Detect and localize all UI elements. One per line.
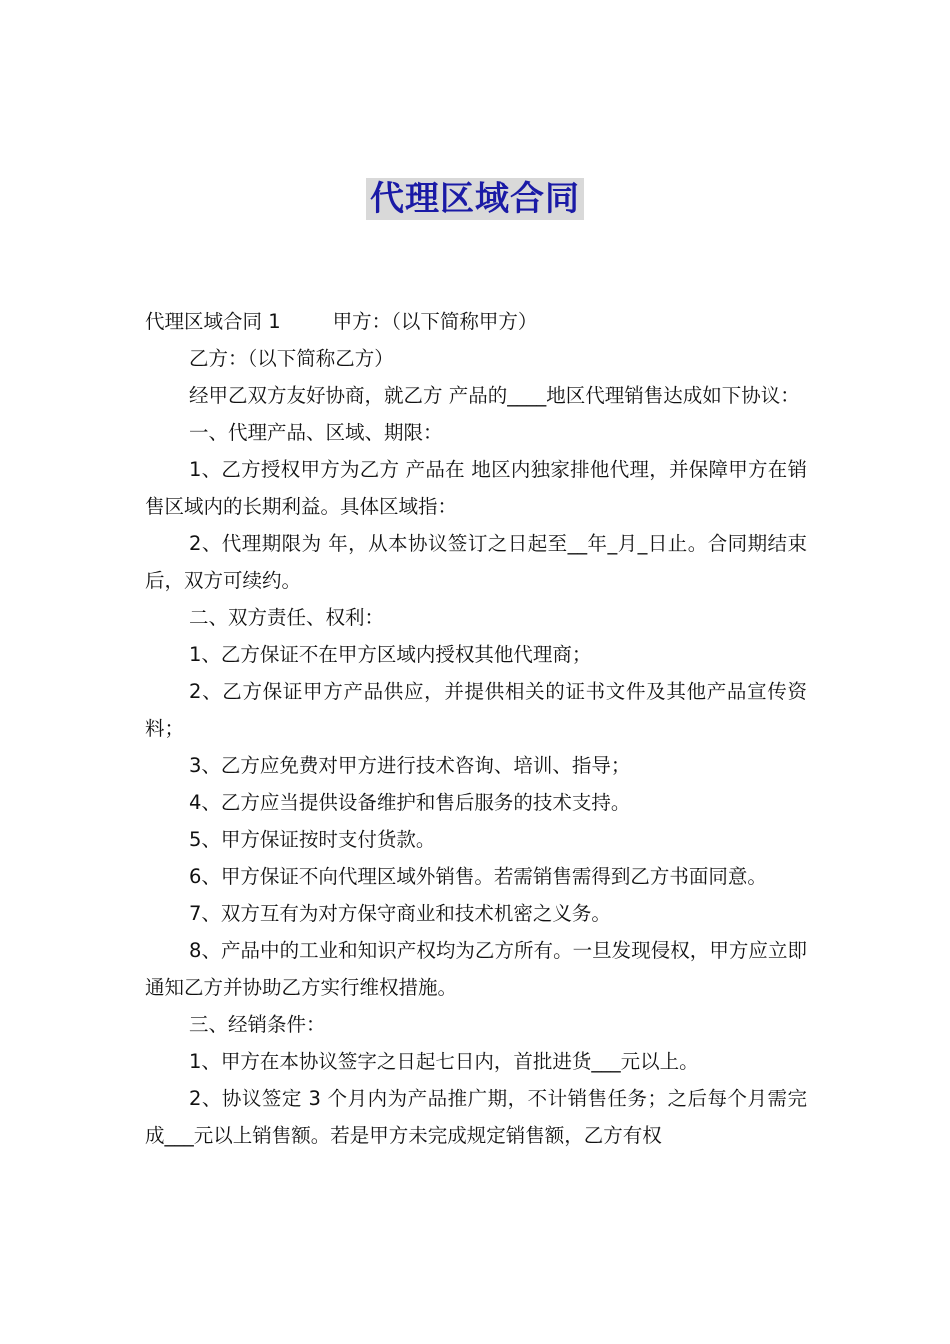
section-heading-1: 一、代理产品、区域、期限： <box>189 421 443 444</box>
clause-3-2: 2、协议签定 3 个月内为产品推广期，不计销售任务；之后每个月需完成___元以上销售额。若是甲方未完成规定销售额，乙方有权 <box>145 1087 807 1147</box>
clause-2-6: 6、甲方保证不向代理区域外销售。若需销售需得到乙方书面同意。 <box>189 865 767 888</box>
section-heading-2: 二、双方责任、权利： <box>189 606 385 629</box>
clause-2-4: 4、乙方应当提供设备维护和售后服务的技术支持。 <box>189 791 631 814</box>
clause-3-1: 1、甲方在本协议签字之日起七日内，首批进货___元以上。 <box>189 1050 699 1073</box>
clause-2-7: 7、双方互有为对方保守商业和技术机密之义务。 <box>189 902 611 925</box>
clause-2-2: 2、乙方保证甲方产品供应，并提供相关的证书文件及其他产品宣传资料； <box>145 680 807 740</box>
clause-1-1: 1、乙方授权甲方为乙方 产品在 地区内独家排他代理，并保障甲方在销售区域内的长期利益。具体区域指： <box>145 458 807 518</box>
party-a-line: 甲方：（以下简称甲方） <box>332 310 538 333</box>
clause-2-1: 1、乙方保证不在甲方区域内授权其他代理商； <box>189 643 592 666</box>
section-heading-3: 三、经销条件： <box>189 1013 326 1036</box>
intro-label: 代理区域合同 1 <box>145 310 281 333</box>
document-title: 代理区域合同 <box>366 178 584 220</box>
clause-2-3: 3、乙方应免费对甲方进行技术咨询、培训、指导； <box>189 754 631 777</box>
paragraph-preamble: 经甲乙双方友好协商，就乙方 产品的____地区代理销售达成如下协议： <box>189 384 800 407</box>
clause-2-8: 8、产品中的工业和知识产权均为乙方所有。一旦发现侵权，甲方应立即通知乙方并协助乙方实行维权措施。 <box>145 939 807 999</box>
document-body <box>145 303 807 1154</box>
clause-2-5: 5、甲方保证按时支付货款。 <box>189 828 436 851</box>
title-container <box>0 178 950 220</box>
clause-1-2: 2、代理期限为 年，从本协议签订之日起至__年_月_日止。合同期结束后，双方可续约。 <box>145 532 807 592</box>
intro-line <box>145 303 807 340</box>
paragraph-party-b: 乙方：（以下简称乙方） <box>189 347 394 370</box>
